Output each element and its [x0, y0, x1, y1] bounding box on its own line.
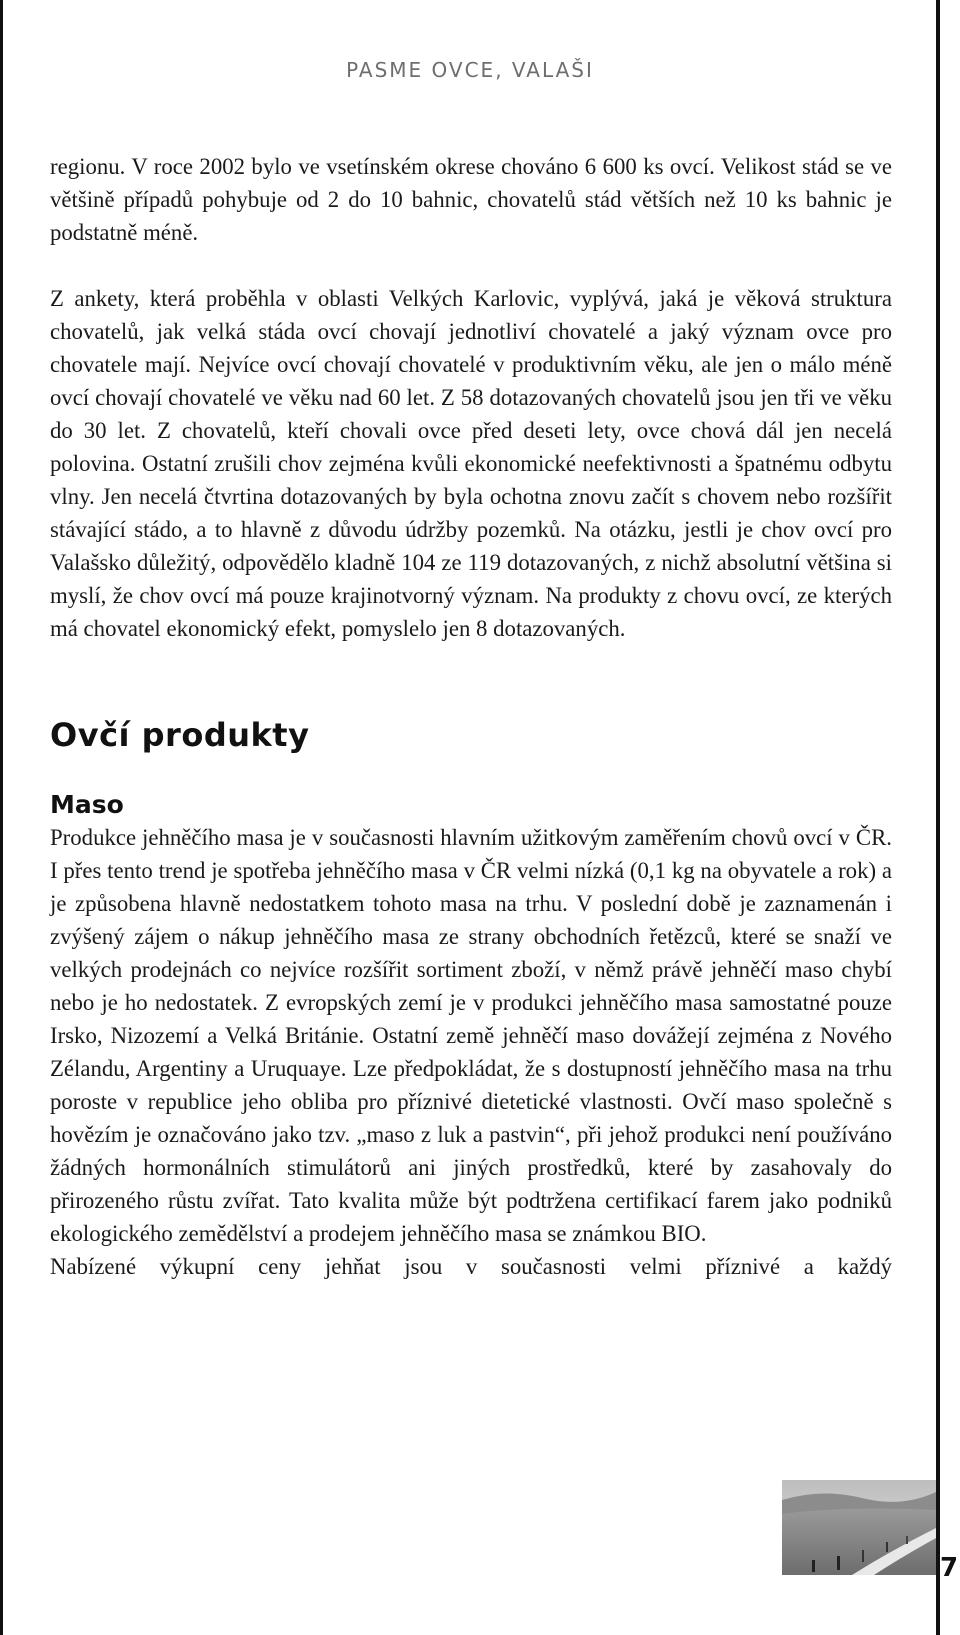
- subsection-heading: Maso: [50, 790, 124, 819]
- paragraph-continued: regionu. V roce 2002 bylo ve vsetínském okrese chováno 6 600 ks ovcí. Velikost stád se ve většině případů pohybuje od 2 do 10 bahnic, chovatelů stád větších než 10 ks bahnic je podstatně méně.: [50, 154, 892, 245]
- running-head: PASME OVCE, VALAŠI: [346, 58, 594, 82]
- paragraph-prices: Nabízené výkupní ceny jehňat jsou v současnosti velmi příznivé a každý: [50, 1254, 892, 1279]
- section-heading: Ovčí produkty: [50, 716, 310, 754]
- page-number: 7: [940, 1553, 959, 1583]
- landscape-thumbnail: [782, 1480, 936, 1575]
- page-content: [50, 150, 892, 1283]
- landscape-photo-icon: [782, 1480, 936, 1575]
- page-border-right: [936, 0, 940, 1635]
- paragraph-meat: Produkce jehněčího masa je v současnosti hlavním užitkovým zaměřením chovů ovcí v ČR. I přes tento trend je spotřeba jehněčího masa v ČR velmi nízká (0,1 kg na obyvatele a rok) a je způsobena hlavně nedostatkem tohoto masa na trhu. V poslední době je zaznamenán i zvýšený zájem o nákup jehněčího masa ze strany obchodních řetězců, které se snaží ve velkých prodejnách co nejvíce rozšířit sortiment zboží, v němž právě jehněčí maso chybí nebo je ho nedostatek. Z evropských zemí je v produkci jehněčího masa samostatné pouze Irsko, Nizozemí a Velká Británie. Ostatní země jehněčí maso dovážejí zejména z Nového Zélandu, Argentiny a Uruquaye. Lze předpokládat, že s dostupností jehněčího masa na trhu poroste v republice jeho obliba pro příznivé dietetické vlastnosti. Ovčí maso společně s hovězím je označováno jako tzv. „maso z luk a pastvin“, při jehož produkci není používáno žádných hormonálních stimulátorů ani jiných prostředků, které by zasahovaly do přirozeného růstu zvířat. Tato kvalita může být podtržena certifikací farem jako podniků ekologického zemědělství a prodejem jehněčího masa se známkou BIO.: [50, 825, 892, 1246]
- paragraph-survey: Z ankety, která proběhla v oblasti Velkých Karlovic, vyplývá, jaká je věková struktura chovatelů, jak velká stáda ovcí chovají jednotliví chovatelé a jaký význam ovce pro chovatele mají. Nejvíce ovcí chovají chovatelé v produktivním věku, ale jen o málo méně ovcí chovají chovatelé ve věku nad 60 let. Z 58 dotazovaných chovatelů jsou jen tři ve věku do 30 let. Z chovatelů, kteří chovali ovce před deseti lety, ovce chová dál jen necelá polovina. Ostatní zrušili chov zejména kvůli ekonomické neefektivnosti a špatnému odbytu vlny. Jen necelá čtvrtina dotazovaných by byla ochotna znovu začít s chovem nebo rozšířit stávající stádo, a to hlavně z důvodu údržby pozemků. Na otázku, jestli je chov ovcí pro Valašsko důležitý, odpovědělo kladně 104 ze 119 dotazovaných, z nichž absolutní většina si myslí, že chov ovcí má pouze krajinotvorný význam. Na produkty z chovu ovcí, ze kterých má chovatel ekonomický efekt, pomyslelo jen 8 dotazovaných.: [50, 286, 892, 641]
- page-border-left: [0, 0, 3, 1635]
